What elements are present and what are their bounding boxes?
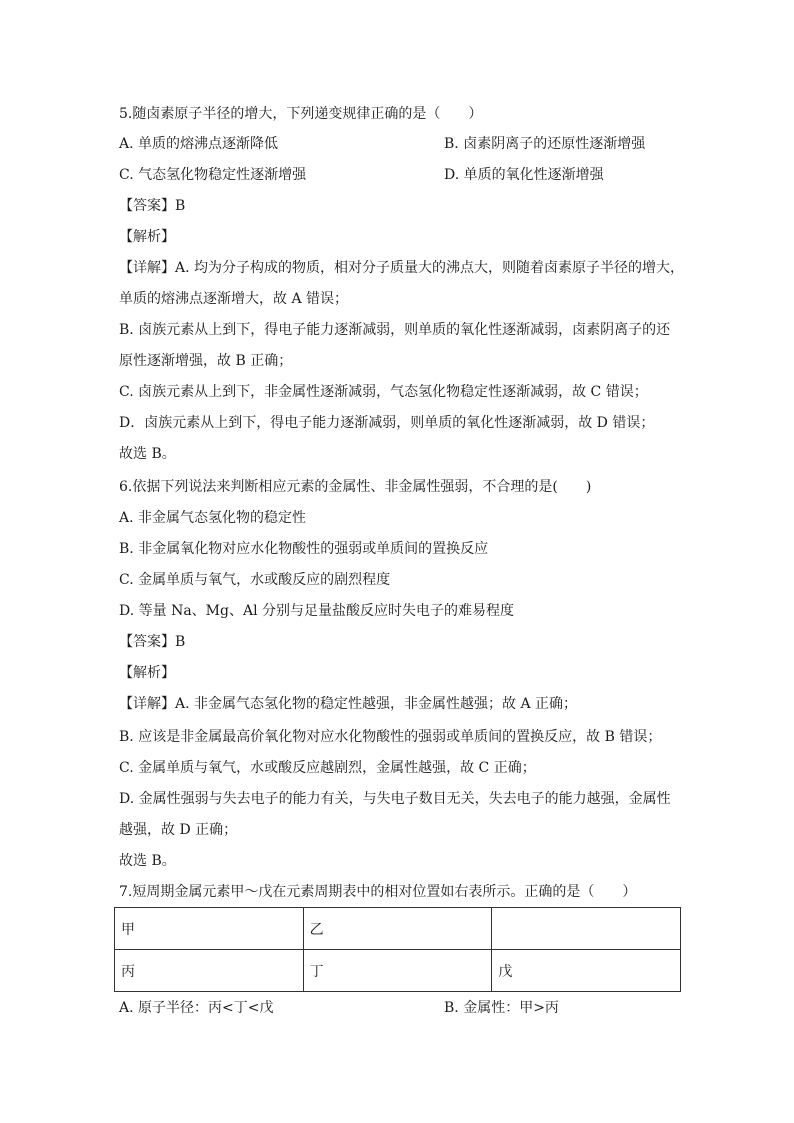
q6-stem: 6.依据下列说法来判断相应元素的金属性、非金属性强弱，不合理的是( ) (119, 479, 592, 495)
q6-analysis-title: 【解析】 (119, 665, 175, 681)
q5-stem: 5.随卤素原子半径的增大，下列递变规律正确的是（ ） (119, 106, 483, 122)
q6-answer: 【答案】B (119, 634, 186, 650)
table-cell (492, 908, 681, 950)
q6-detail-line: C. 金属单质与氧气，水或酸反应越剧烈，金属性越强，故 C 正确； (119, 760, 536, 776)
q5-option-c: C. 气态氢化物稳定性逐渐增强 (119, 167, 307, 183)
q6-detail-line: B. 应该是非金属最高价氧化物对应水化物酸性的强弱或单质间的置换反应，故 B 错误； (119, 729, 662, 745)
q5-detail-line: 原性逐渐增强，故 B 正确； (119, 353, 293, 369)
q5-detail-line: D．卤族元素从上到下，得电子能力逐渐减弱，则单质的氧化性逐渐减弱，故 D 错误； (119, 415, 655, 431)
table-cell: 丙 (115, 950, 304, 992)
q6-detail-line: D. 金属性强弱与失去电子的能力有关，与失电子数目无关，失去电子的能力越强，金属性 (119, 791, 671, 807)
table-cell: 戊 (492, 950, 681, 992)
q7-stem: 7.短周期金属元素甲～戊在元素周期表中的相对位置如右表所示。正确的是（ ） (119, 884, 637, 900)
q5-detail-line: B. 卤族元素从上到下，得电子能力逐渐减弱，则单质的氧化性逐渐减弱，卤素阴离子的还 (119, 322, 671, 338)
table-cell: 甲 (115, 908, 304, 950)
q5-conclusion: 故选 B。 (119, 446, 176, 462)
q5-detail-line: 单质的熔沸点逐渐增大，故 A 错误； (119, 291, 349, 307)
table-cell: 丁 (303, 950, 492, 992)
q6-detail-line: 越强，故 D 正确； (119, 822, 238, 838)
q5-option-b: B. 卤素阴离子的还原性逐渐增强 (444, 136, 646, 152)
q5-answer: 【答案】B (119, 198, 186, 214)
q6-detail-line: 【详解】A. 非金属气态氢化物的稳定性越强，非金属性越强；故 A 正确； (119, 696, 578, 712)
q5-detail-line: C. 卤族元素从上到下，非金属性逐渐减弱，气态氢化物稳定性逐渐减弱，故 C 错误； (119, 384, 648, 400)
q6-conclusion: 故选 B。 (119, 853, 176, 869)
q7-option-b: B. 金属性：甲>丙 (444, 1000, 559, 1016)
table-row (115, 950, 681, 992)
q5-option-a: A. 单质的熔沸点逐渐降低 (119, 136, 279, 152)
periodic-position-table (114, 907, 681, 992)
table-cell: 乙 (303, 908, 492, 950)
q6-option-a: A. 非金属气态氢化物的稳定性 (119, 510, 307, 526)
q5-detail-line: 【详解】A. 均为分子构成的物质，相对分子质量大的沸点大，则随着卤素原子半径的增大， (119, 260, 685, 276)
q6-option-b: B. 非金属氧化物对应水化物酸性的强弱或单质间的置换反应 (119, 541, 489, 557)
q7-option-a: A. 原子半径：丙<丁<戊 (119, 1000, 274, 1016)
table-row (115, 908, 681, 950)
q6-option-d: D. 等量 Na、Mg、Al 分别与足量盐酸反应时失电子的难易程度 (119, 603, 515, 619)
q5-analysis-title: 【解析】 (119, 229, 175, 245)
q6-option-c: C. 金属单质与氧气，水或酸反应的剧烈程度 (119, 572, 391, 588)
q5-option-d: D. 单质的氧化性逐渐增强 (444, 167, 604, 183)
